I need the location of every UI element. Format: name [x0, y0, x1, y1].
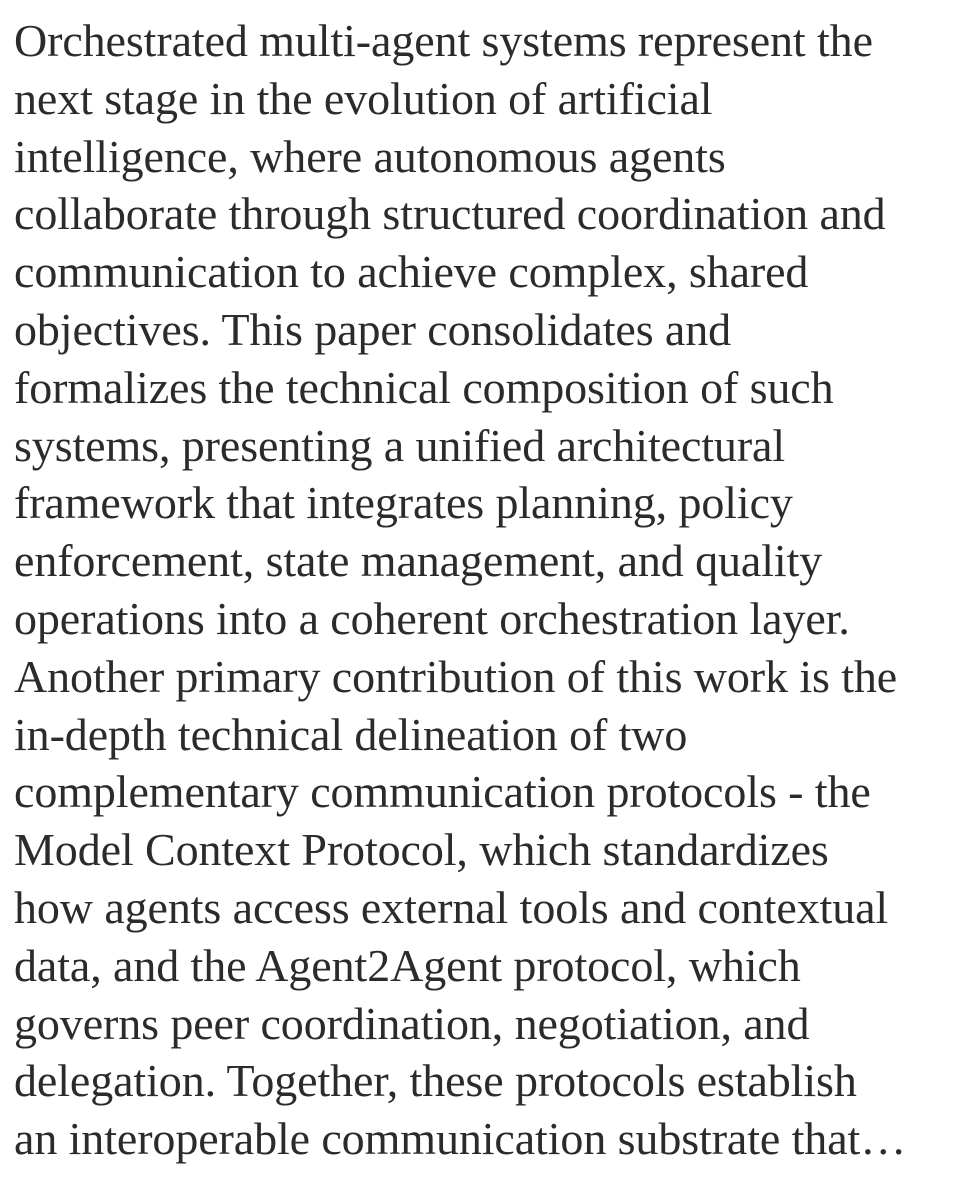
text-line: an interoperable communication substrate that…	[14, 1113, 907, 1165]
text-line: operations into a coherent orchestration layer.	[14, 592, 850, 644]
text-line: collaborate through structured coordination and	[14, 188, 886, 240]
text-line: enforcement, state management, and quality	[14, 535, 823, 587]
text-line: objectives. This paper consolidates and	[14, 303, 732, 355]
text-line: systems, presenting a unified architectural	[14, 419, 786, 471]
text-line: governs peer coordination, negotiation, and	[14, 997, 810, 1049]
text-line: formalizes the technical composition of such	[14, 361, 834, 413]
text-line: next stage in the evolution of artificial	[14, 72, 713, 124]
text-line: Model Context Protocol, which standardizes	[14, 824, 829, 876]
text-line: Orchestrated multi-agent systems represent the	[14, 15, 873, 66]
text-line: framework that integrates planning, policy	[14, 477, 793, 529]
text-line: intelligence, where autonomous agents	[14, 130, 726, 182]
text-line: delegation. Together, these protocols establish	[14, 1055, 857, 1107]
text-line: data, and the Agent2Agent protocol, which	[14, 939, 801, 991]
text-line: complementary communication protocols - the	[14, 766, 871, 818]
text-line: how agents access external tools and contextual	[14, 881, 889, 933]
text-line: in-depth technical delineation of two	[14, 708, 688, 760]
text-line: Another primary contribution of this work is the	[14, 650, 898, 702]
text-line: communication to achieve complex, shared	[14, 246, 809, 298]
abstract-text	[14, 12, 954, 1168]
